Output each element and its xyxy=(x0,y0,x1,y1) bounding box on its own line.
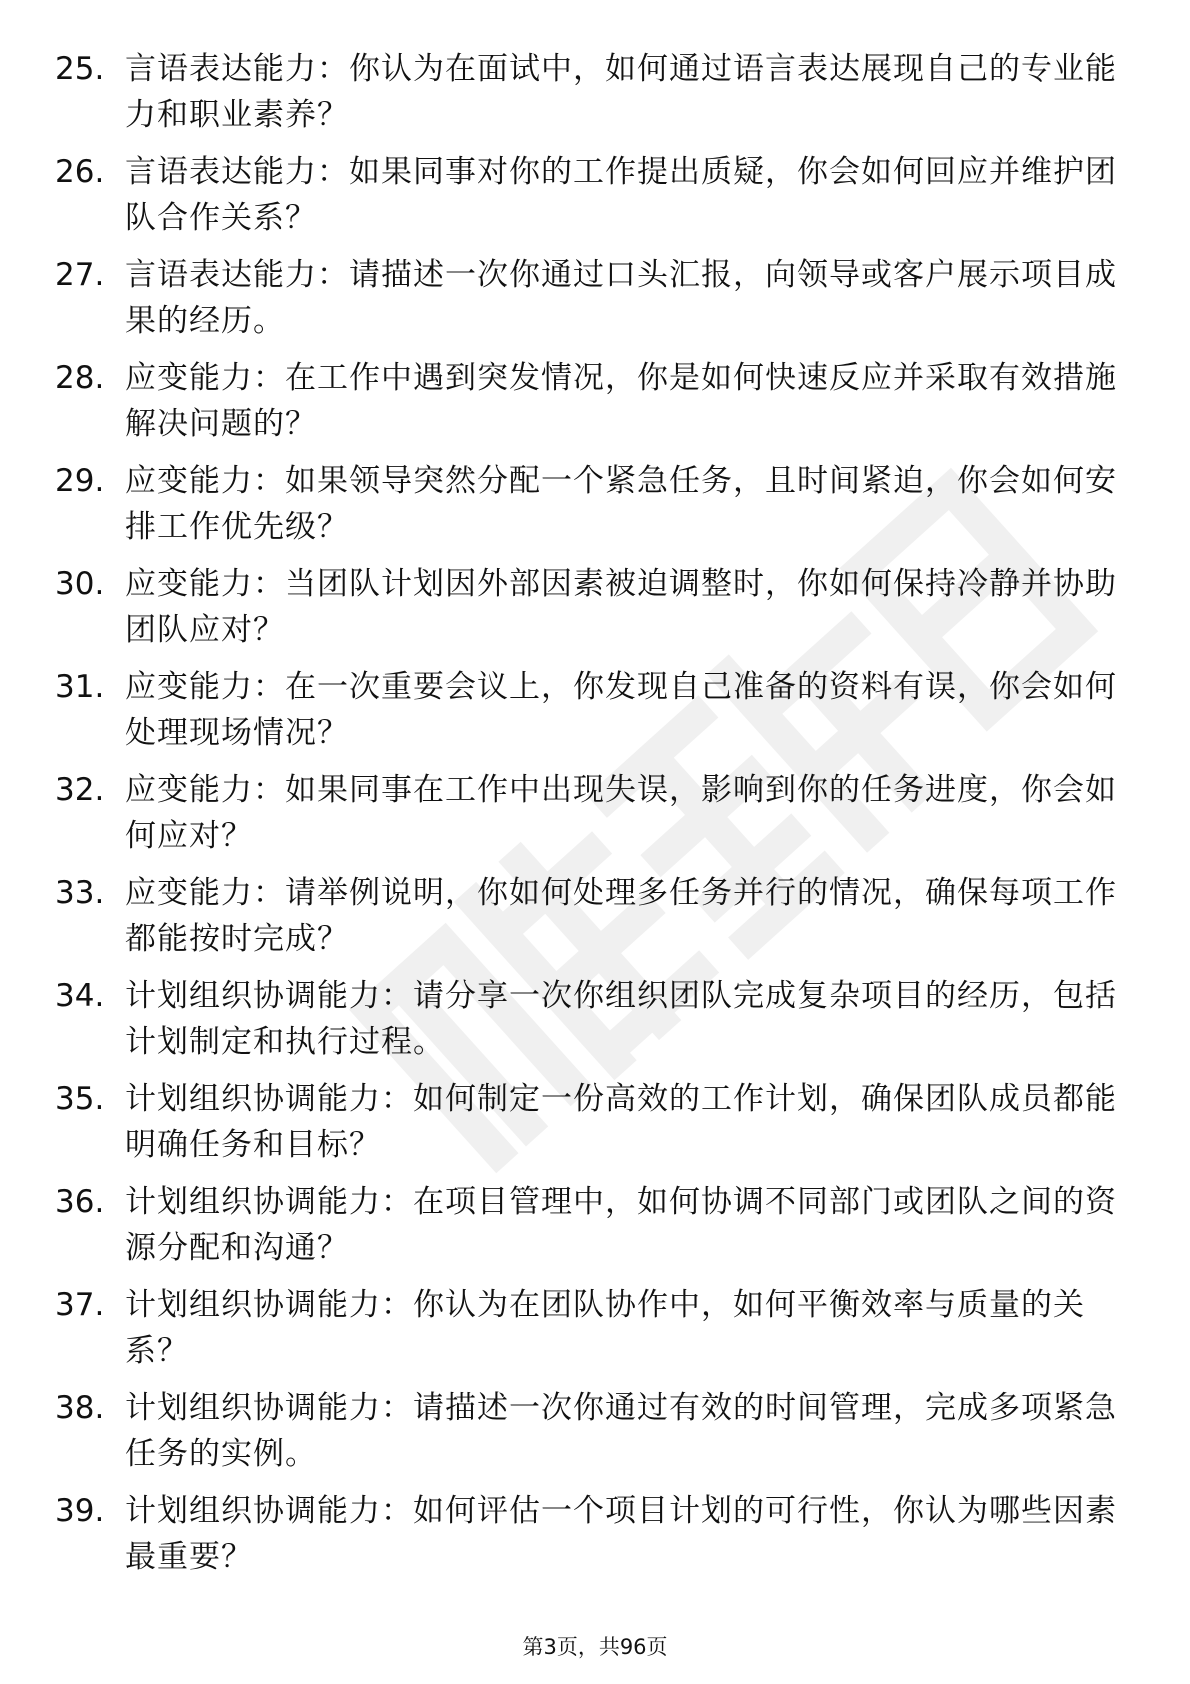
list-item xyxy=(55,1282,1125,1385)
question-number: 28. xyxy=(55,360,105,396)
list-item xyxy=(55,46,1125,149)
question-text: 言语表达能力：你认为在面试中，如何通过语言表达展现自己的专业能力和职业素养？ xyxy=(125,51,1117,133)
question-text: 应变能力：如果同事在工作中出现失误，影响到你的任务进度，你会如何应对？ xyxy=(125,772,1117,854)
list-item xyxy=(55,355,1125,458)
question-number: 25. xyxy=(55,51,105,87)
question-text: 言语表达能力：请描述一次你通过口头汇报，向领导或客户展示项目成果的经历。 xyxy=(125,257,1117,339)
question-text: 计划组织协调能力：你认为在团队协作中，如何平衡效率与质量的关系？ xyxy=(125,1287,1085,1369)
page-indicator: 第3页，共96页 xyxy=(522,1635,668,1659)
question-text: 应变能力：在工作中遇到突发情况，你是如何快速反应并采取有效措施解决问题的？ xyxy=(125,360,1117,442)
question-number: 37. xyxy=(55,1287,105,1323)
question-number: 33. xyxy=(55,875,105,911)
question-text: 应变能力：请举例说明，你如何处理多任务并行的情况，确保每项工作都能按时完成？ xyxy=(125,875,1117,957)
question-number: 32. xyxy=(55,772,105,808)
list-item xyxy=(55,1385,1125,1488)
question-text: 应变能力：在一次重要会议上，你发现自己准备的资料有误，你会如何处理现场情况？ xyxy=(125,669,1117,751)
question-number: 36. xyxy=(55,1184,105,1220)
list-item xyxy=(55,1488,1125,1591)
list-item xyxy=(55,973,1125,1076)
question-number: 30. xyxy=(55,566,105,602)
question-number: 31. xyxy=(55,669,105,705)
list-item xyxy=(55,252,1125,355)
list-item xyxy=(55,664,1125,767)
question-text: 计划组织协调能力：如何评估一个项目计划的可行性，你认为哪些因素最重要？ xyxy=(125,1493,1117,1575)
question-text: 应变能力：当团队计划因外部因素被迫调整时，你如何保持冷静并协助团队应对？ xyxy=(125,566,1117,648)
list-item xyxy=(55,1076,1125,1179)
question-number: 26. xyxy=(55,154,105,190)
question-number: 27. xyxy=(55,257,105,293)
question-number: 39. xyxy=(55,1493,105,1529)
list-item xyxy=(55,458,1125,561)
question-number: 29. xyxy=(55,463,105,499)
question-number: 38. xyxy=(55,1390,105,1426)
question-text: 计划组织协调能力：请描述一次你通过有效的时间管理，完成多项紧急任务的实例。 xyxy=(125,1390,1117,1472)
list-item xyxy=(55,1179,1125,1282)
question-list xyxy=(55,46,1125,1591)
question-text: 计划组织协调能力：请分享一次你组织团队完成复杂项目的经历，包括计划制定和执行过程。 xyxy=(125,978,1117,1060)
list-item xyxy=(55,767,1125,870)
question-number: 35. xyxy=(55,1081,105,1117)
list-item xyxy=(55,561,1125,664)
list-item xyxy=(55,870,1125,973)
question-text: 言语表达能力：如果同事对你的工作提出质疑，你会如何回应并维护团队合作关系？ xyxy=(125,154,1117,236)
question-text: 应变能力：如果领导突然分配一个紧急任务，且时间紧迫，你会如何安排工作优先级？ xyxy=(125,463,1117,545)
question-text: 计划组织协调能力：在项目管理中，如何协调不同部门或团队之间的资源分配和沟通？ xyxy=(125,1184,1117,1266)
list-item xyxy=(55,149,1125,252)
question-text: 计划组织协调能力：如何制定一份高效的工作计划，确保团队成员都能明确任务和目标？ xyxy=(125,1081,1117,1163)
question-number: 34. xyxy=(55,978,105,1014)
